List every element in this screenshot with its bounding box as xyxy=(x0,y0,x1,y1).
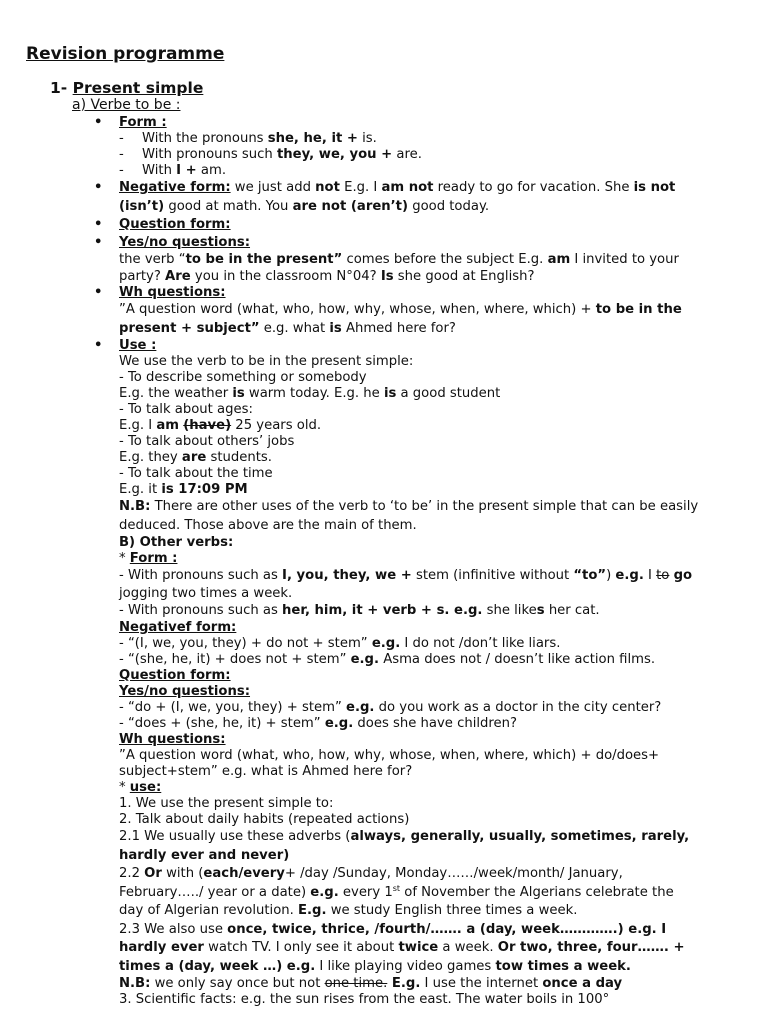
use-line: E.g. the weather is warm today. E.g. he is a good student xyxy=(119,386,501,401)
use-line: - To talk about the time xyxy=(119,466,273,481)
content-body xyxy=(119,115,749,1008)
other-form-heading: * Form : xyxy=(119,551,178,566)
use-heading: • Use : xyxy=(119,338,749,354)
section-title: Present simple xyxy=(72,79,204,97)
other-use-line: 3. Scientific facts: e.g. the sun rises from the east. The water boils in 100° xyxy=(119,992,610,1007)
other-use-line: times a (day, week …) e.g. I like playing video games tow times a week. xyxy=(119,958,631,974)
yes-no-line: the verb “to be in the present” comes before the subject E.g. am I invited to your xyxy=(119,251,679,267)
subsection-heading: a) Verbe to be : xyxy=(72,97,181,113)
use-line: - To talk about others’ jobs xyxy=(119,434,295,449)
other-negative-line: - “(I, we, you, they) + do not + stem” e.g. I do not /don’t like liars. xyxy=(119,636,561,651)
question-form-heading: • Question form: xyxy=(119,216,749,235)
use-line: - To talk about ages: xyxy=(119,402,253,417)
note-line: deduced. Those above are the main of them. xyxy=(119,517,417,533)
use-line: - To describe something or somebody xyxy=(119,370,367,385)
other-note-line: N.B: we only say once but not one time. E.g. I use the internet once a day xyxy=(119,976,623,991)
note-line: N.B: There are other uses of the verb to ‘to be’ in the present simple that can be easily xyxy=(119,499,699,514)
other-use-line: February…../ year or a date) e.g. every 1st of November the Algerians celebrate the xyxy=(119,883,674,900)
other-negative-line: - “(she, he, it) + does not + stem” e.g. Asma does not / doesn’t like action films. xyxy=(119,652,656,667)
use-line: E.g. they are students. xyxy=(119,450,272,465)
other-wh-line: ”A question word (what, who, how, why, whose, when, where, which) + do/does+ xyxy=(119,748,660,763)
other-form-line: jogging two times a week. xyxy=(119,585,293,601)
other-yes-no-heading: Yes/no questions: xyxy=(119,684,251,699)
wh-line: present + subject” e.g. what is Ahmed here for? xyxy=(119,320,456,336)
use-line: E.g. I am (have) 25 years old. xyxy=(119,418,322,433)
other-use-line: 1. We use the present simple to: xyxy=(119,796,334,811)
other-use-line: hardly ever and never) xyxy=(119,847,290,863)
form-rule-line: - With I + am. xyxy=(119,163,749,179)
other-use-line: day of Algerian revolution. E.g. we study English three times a week. xyxy=(119,903,578,918)
section-number: 1- xyxy=(50,79,68,97)
other-yes-no-line: - “do + (I, we, you, they) + stem” e.g. do you work as a doctor in the city center? xyxy=(119,700,662,715)
form-rule-line: - With pronouns such they, we, you + are. xyxy=(119,147,749,163)
other-use-line: 2.2 Or with (each/every+ /day /Sunday, Monday……/week/month/ January, xyxy=(119,866,623,881)
other-form-line: - With pronouns such as I, you, they, we + stem (infinitive without “to”) e.g. I to go xyxy=(119,568,693,583)
other-use-heading: * use: xyxy=(119,780,162,795)
section-heading xyxy=(50,79,203,97)
other-wh-heading: Wh questions: xyxy=(119,732,226,747)
wh-heading: • Wh questions: xyxy=(119,285,749,301)
form-heading: • Form : xyxy=(119,115,749,131)
use-line: E.g. it is 17:09 PM xyxy=(119,482,248,497)
other-use-line: 2.3 We also use once, twice, thrice, /fourth/……. a (day, week………….) e.g. I xyxy=(119,921,667,937)
form-rule-line: - With the pronouns she, he, it + is. xyxy=(119,131,749,147)
other-wh-line: subject+stem” e.g. what is Ahmed here for? xyxy=(119,764,413,779)
other-negative-heading: Negativef form: xyxy=(119,620,237,635)
other-use-line: 2.1 We usually use these adverbs (always, generally, usually, sometimes, rarely, xyxy=(119,829,690,844)
yes-no-heading: • Yes/no questions: xyxy=(119,235,749,251)
other-use-line: 2. Talk about daily habits (repeated actions) xyxy=(119,812,410,827)
negative-form-line: • Negative form: we just add not E.g. I am not ready to go for vacation. She is not xyxy=(119,179,749,198)
yes-no-line: party? Are you in the classroom N°04? Is she good at English? xyxy=(119,269,535,284)
wh-line: ”A question word (what, who, how, why, whose, when, where, which) + to be in the xyxy=(119,302,682,317)
use-line: We use the verb to be in the present simple: xyxy=(119,354,414,369)
negative-form-line: (isn’t) good at math. You are not (aren’t) good today. xyxy=(119,198,490,214)
other-question-heading: Question form: xyxy=(119,668,231,683)
document-title: Revision programme xyxy=(26,44,225,64)
other-use-line: hardly ever watch TV. I only see it about twice a week. Or two, three, four……. + xyxy=(119,940,685,955)
other-verbs-heading: B) Other verbs: xyxy=(119,535,234,550)
other-form-line: - With pronouns such as her, him, it + verb + s. e.g. she likes her cat. xyxy=(119,602,600,618)
other-yes-no-line: - “does + (she, he, it) + stem” e.g. does she have children? xyxy=(119,716,518,731)
